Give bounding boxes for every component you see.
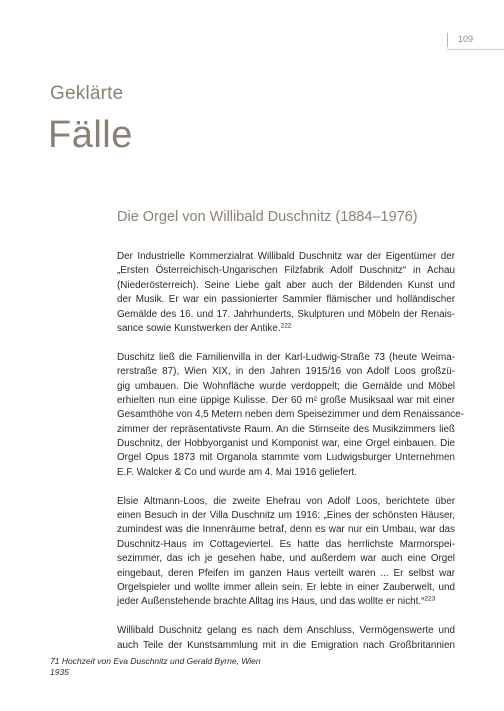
section-kicker: Geklärte	[50, 83, 124, 104]
text-line: sezimmer, das ich je gesehen habe, und außerdem war auch eine Orgel	[117, 553, 455, 565]
text-line: zimmer der repräsentativste Raum. An die Stirnseite des Musikzimmers ließ	[117, 423, 455, 435]
text-line: Orgel Opus 1873 mit Organola stammte vom Ludwigsburger Unternehmen	[117, 452, 455, 464]
text-line: Gemälde des 16. und 17. Jahrhunderts, Skulpturen und Möbeln der Renais-	[117, 308, 455, 320]
text-line: jeder Außenstehende brachte Alltag ins Haus, und das wollte er nicht.“	[117, 596, 425, 608]
page-number: 109	[458, 34, 474, 44]
header-rule	[447, 49, 504, 50]
caption-line: 71 Hochzeit von Eva Duschnitz und Gerald Byrne, Wien	[50, 656, 261, 666]
page-title: Fälle	[48, 114, 133, 156]
text-line: Willibald Duschnitz gelang es nach dem Anschluss, Vermögenswerte und	[117, 625, 455, 637]
text-line: zumindest was die Innenräume betraf, denn es war nur ein Umbau, war das	[117, 524, 455, 536]
article-body	[117, 250, 464, 667]
caption-line: 1935	[50, 667, 69, 677]
text-line: Orgelspieler und wollte immer allein sein. Er lebte in einer Zauberwelt, und	[117, 581, 455, 593]
text-line-with-footnote	[117, 322, 455, 336]
text-line: rerstraße 87), Wien XIX, in den Jahren 1915/16 von Adolf Loos großzü-	[117, 366, 455, 378]
paragraph-2	[117, 351, 464, 481]
text-line: Gesamthöhe von 4,5 Metern neben dem Speisezimmer und dem Renaissance-	[117, 409, 464, 421]
text-line: einen Besuch in der Villa Duschnitz um 1916: „Eines der schönsten Häuser,	[117, 510, 455, 522]
page-number-divider	[447, 33, 448, 47]
text-line: Duschnitz, der Hobbyorganist und Komponist war, eine Orgel einbauen. Die	[117, 438, 455, 450]
text-line: erhielten nun eine üppige Kulisse. Der 60 m² große Musiksaal war mit einer	[117, 394, 455, 406]
text-line: eingebaut, deren Pfeifen im ganzen Haus verteilt waren ... Er selbst war	[117, 567, 455, 579]
footnote-marker: 222	[280, 322, 292, 330]
text-line: „Ersten Österreichisch-Ungarischen Filzfabrik Adolf Duschnitz“ in Achau	[117, 265, 455, 277]
text-line: auch Teile der Kunstsammlung mit in die Emigration nach Großbritannien	[117, 639, 455, 651]
text-line: gig umbauen. Die Wohnfläche wurde verdoppelt; die Gemälde und Möbel	[117, 380, 455, 392]
figure-caption	[50, 656, 280, 678]
paragraph-4	[117, 624, 455, 653]
paragraph-3	[117, 495, 455, 610]
text-line: E.F. Walcker & Co und wurde am 4. Mai 1916 geliefert.	[117, 466, 358, 478]
text-line: Elsie Altmann-Loos, die zweite Ehefrau von Adolf Loos, berichtete über	[117, 495, 455, 507]
article-subheading: Die Orgel von Willibald Duschnitz (1884–1976)	[117, 209, 418, 225]
paragraph-1	[117, 250, 455, 336]
text-line: Duschitz ließ die Familienvilla in der Karl-Ludwig-Straße 73 (heute Weima-	[117, 351, 455, 363]
text-line: Duschnitz-Haus im Cottageviertel. Es hatte das herrlichste Marmorspei-	[117, 538, 455, 550]
text-line: sance sowie Kunstwerken der Antike.	[117, 322, 281, 334]
text-line: Der Industrielle Kommerzialrat Willibald Duschnitz war der Eigentümer der	[117, 251, 455, 262]
text-line-with-footnote	[117, 595, 455, 609]
text-line: (Niederösterreich). Seine Liebe galt aber auch der Bildenden Kunst und	[117, 279, 455, 291]
text-line: der Musik. Er war ein passionierter Sammler flämischer und holländischer	[117, 294, 455, 306]
footnote-marker: 223	[424, 595, 436, 603]
